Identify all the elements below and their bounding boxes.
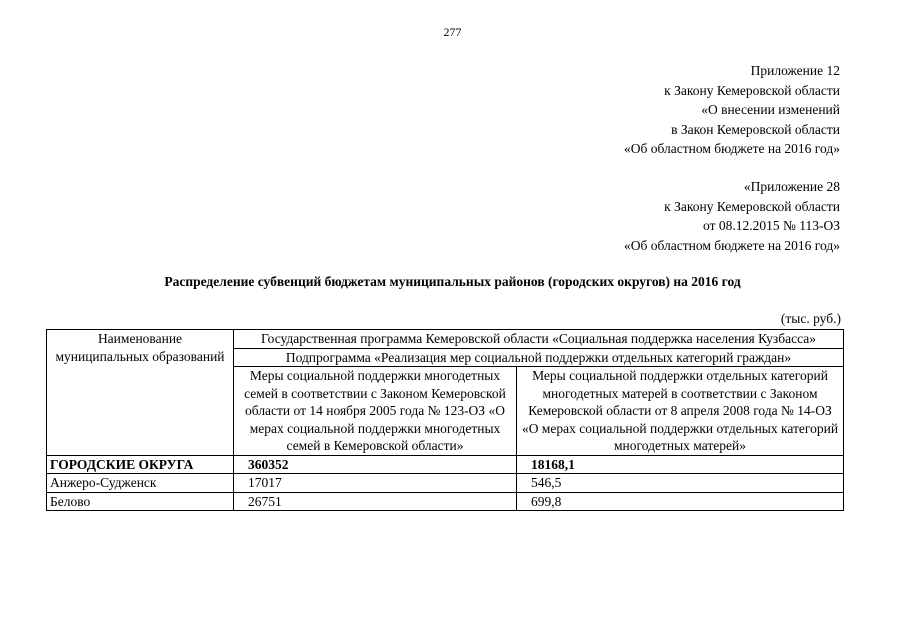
annex-line: «Об областном бюджете на 2016 год» <box>624 237 840 253</box>
row-value-2: 699,8 <box>517 492 844 511</box>
row-value-1: 26751 <box>234 492 517 511</box>
page-number: 277 <box>443 25 462 39</box>
annex-line: «Приложение 28 <box>743 179 840 194</box>
header-program: Государственная программа Кемеровской области «Социальная поддержка населения Кузбасса» <box>234 330 844 349</box>
header-measure-2: Меры социальной поддержки отдельных категорий многодетных матерей в соответствии с Законом Кемеровской области от 8 апреля 2008 года № 14-ОЗ «О мерах социальной поддержки отдельных категорий многодетных матерей» <box>517 367 844 456</box>
annex-line: «Об областном бюджете на 2016 год» <box>624 141 840 156</box>
annex-line: от 08.12.2015 № 113-ОЗ <box>703 218 840 233</box>
row-name: ГОРОДСКИЕ ОКРУГА <box>47 455 234 474</box>
annex-header-previous <box>624 177 840 255</box>
table-row <box>47 474 844 493</box>
header-municipality: Наименование муниципальных образований <box>47 330 234 456</box>
subvention-table <box>46 329 844 511</box>
annex-line: «О внесении изменений <box>701 102 840 117</box>
annex-line: Приложение 12 <box>750 63 840 78</box>
row-name: Белово <box>47 492 234 511</box>
annex-line: к Закону Кемеровской области <box>664 82 840 98</box>
annex-line: в Закон Кемеровской области <box>671 121 840 137</box>
row-value-2: 18168,1 <box>517 455 844 474</box>
annex-line: к Закону Кемеровской области <box>664 198 840 214</box>
row-value-1: 360352 <box>234 455 517 474</box>
row-name: Анжеро-Судженск <box>47 474 234 493</box>
row-value-1: 17017 <box>234 474 517 493</box>
header-subprogram: Подпрограмма «Реализация мер социальной поддержки отдельных категорий граждан» <box>234 348 844 367</box>
document-title: Распределение субвенций бюджетам муниципальных районов (городских округов) на 2016 год <box>164 274 741 289</box>
row-value-2: 546,5 <box>517 474 844 493</box>
units-label: (тыс. руб.) <box>780 311 841 326</box>
table-row <box>47 492 844 511</box>
header-measure-1: Меры социальной поддержки многодетных семей в соответствии с Законом Кемеровской области от 14 ноября 2005 года № 123-ОЗ «О мерах социальной поддержки многодетных семей в Кемеровской области» <box>234 367 517 456</box>
annex-header <box>624 61 840 159</box>
table-row <box>47 455 844 474</box>
